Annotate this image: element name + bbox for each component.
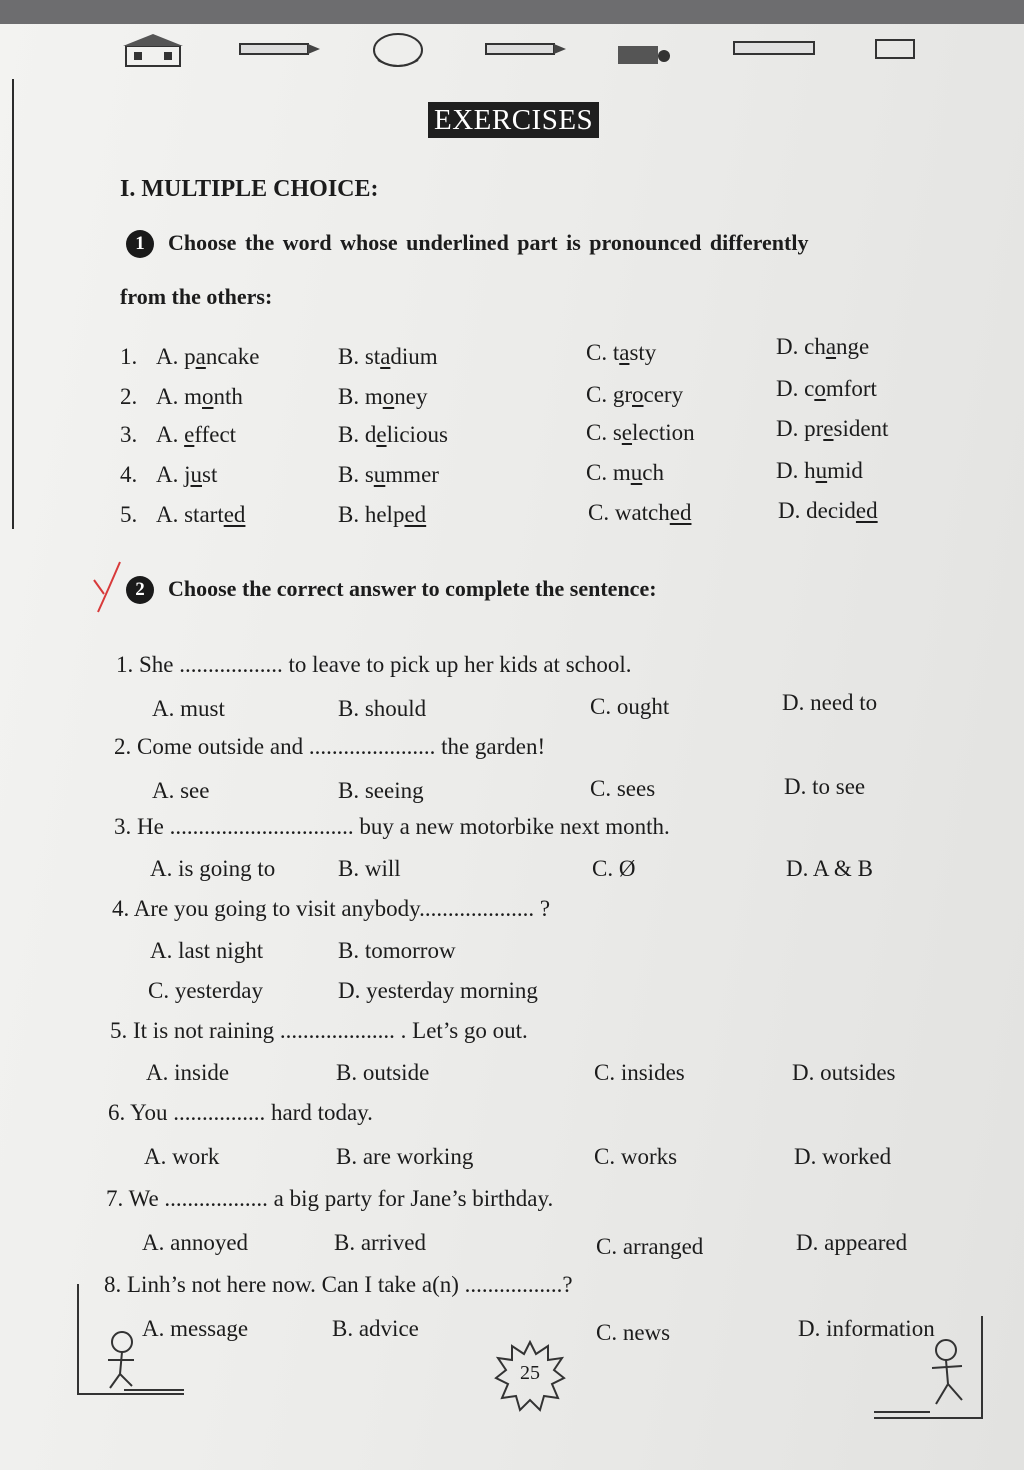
- ex1-option[interactable]: A. just: [156, 462, 218, 487]
- microscope-icon: [612, 32, 672, 72]
- ex1-option[interactable]: A. effect: [156, 422, 237, 447]
- exercise-2-number-icon: 2: [126, 576, 154, 604]
- ex1-option[interactable]: A. month: [156, 384, 243, 409]
- school-building-icon: [118, 32, 188, 72]
- ex1-option[interactable]: A. pancake: [156, 344, 260, 369]
- ex2-question: 7. We .................. a big party for Jane’s birthday.: [106, 1186, 554, 1211]
- ex2-option[interactable]: C. sees: [590, 776, 656, 801]
- ex1-option[interactable]: B. summer: [338, 462, 439, 487]
- ex2-option[interactable]: B. outside: [336, 1060, 430, 1085]
- ex2-option[interactable]: D. need to: [782, 690, 878, 715]
- exercises-banner: EXERCISES: [428, 102, 599, 138]
- page-number: 25: [520, 1362, 540, 1384]
- ex2-option[interactable]: A. annoyed: [142, 1230, 249, 1255]
- ex1-option[interactable]: B. stadium: [338, 344, 438, 369]
- globe-icon: [368, 32, 428, 76]
- cartoon-kid-left-icon: [74, 1280, 188, 1400]
- ex2-option[interactable]: D. appeared: [796, 1230, 908, 1255]
- ex2-option[interactable]: C. news: [596, 1320, 671, 1345]
- ex1-item-number: 4.: [120, 462, 138, 487]
- ex2-option[interactable]: B. seeing: [338, 778, 424, 803]
- ex1-option[interactable]: B. money: [338, 384, 428, 409]
- worksheet-page: [0, 24, 1024, 1470]
- ex1-option[interactable]: C. grocery: [586, 382, 684, 407]
- ex2-option[interactable]: D. worked: [794, 1144, 892, 1169]
- ex2-option[interactable]: C. Ø: [592, 856, 636, 881]
- ex2-option[interactable]: B. tomorrow: [338, 938, 456, 963]
- ex1-item-number: 1.: [120, 344, 138, 369]
- exercise-1-instruction-line2: from the others:: [120, 284, 273, 309]
- section-title: I. MULTIPLE CHOICE:: [120, 176, 379, 202]
- ruler-icon: [730, 32, 820, 66]
- ex1-option[interactable]: D. change: [776, 334, 870, 359]
- ex2-option[interactable]: B. should: [338, 696, 427, 721]
- ex2-option[interactable]: D. outsides: [792, 1060, 896, 1085]
- ex1-item-number: 3.: [120, 422, 138, 447]
- pencil-icon: [238, 32, 324, 66]
- ex1-option[interactable]: C. watched: [588, 500, 692, 525]
- page-number-badge: [494, 1340, 566, 1412]
- ex2-option[interactable]: A. must: [152, 696, 225, 721]
- ex2-question: 4. Are you going to visit anybody.................... ?: [112, 896, 551, 921]
- left-margin-rule: [0, 79, 14, 529]
- exercise-1-instruction-line1: Choose the word whose underlined part is pronounced differently: [168, 230, 809, 255]
- exercise-1-heading: [126, 230, 936, 258]
- ex1-option[interactable]: D. comfort: [776, 376, 877, 401]
- ex2-option[interactable]: B. will: [338, 856, 401, 881]
- ex2-option[interactable]: D. to see: [784, 774, 866, 799]
- cartoon-kid-right-icon: [870, 1314, 988, 1426]
- ex1-option[interactable]: C. tasty: [586, 340, 657, 365]
- ex1-option[interactable]: A. started: [156, 502, 246, 527]
- ex2-option[interactable]: A. see: [152, 778, 210, 803]
- exercise-2-heading: [126, 576, 657, 604]
- ex1-item-number: 5.: [120, 502, 138, 527]
- ex2-question: 5. It is not raining .................... . Let’s go out.: [110, 1018, 528, 1043]
- ex2-option[interactable]: C. ought: [590, 694, 670, 719]
- ex2-option[interactable]: D. information: [798, 1316, 935, 1341]
- ex2-question: 6. You ................ hard today.: [108, 1100, 373, 1125]
- ex2-option[interactable]: A. is going to: [150, 856, 276, 881]
- ex1-option[interactable]: D. president: [776, 416, 889, 441]
- ex1-item-number: 2.: [120, 384, 138, 409]
- ex2-option[interactable]: B. advice: [332, 1316, 419, 1341]
- ex1-option[interactable]: D. humid: [776, 458, 863, 483]
- ex2-option[interactable]: B. arrived: [334, 1230, 426, 1255]
- ex2-option[interactable]: C. works: [594, 1144, 678, 1169]
- ex2-question: 8. Linh’s not here now. Can I take a(n) .................?: [104, 1272, 573, 1297]
- ex2-question: 2. Come outside and ...................... the garden!: [114, 734, 546, 759]
- ex2-option[interactable]: C. insides: [594, 1060, 685, 1085]
- ex2-option[interactable]: B. are working: [336, 1144, 474, 1169]
- exercise-2-instruction: Choose the correct answer to complete the sentence:: [168, 576, 657, 601]
- ex2-option[interactable]: D. A & B: [786, 856, 873, 881]
- ex2-option[interactable]: A. last night: [150, 938, 264, 963]
- exercise-1-number-icon: 1: [126, 230, 154, 258]
- ex1-option[interactable]: C. selection: [586, 420, 695, 445]
- ex2-question: 1. She .................. to leave to pick up her kids at school.: [116, 652, 632, 677]
- ex2-option[interactable]: C. arranged: [596, 1234, 704, 1259]
- ex2-option[interactable]: A. message: [142, 1316, 249, 1341]
- ex2-option[interactable]: C. yesterday: [148, 978, 263, 1003]
- ex2-question: 3. He ................................ buy a new motorbike next month.: [114, 814, 670, 839]
- ex1-option[interactable]: B. delicious: [338, 422, 448, 447]
- ex1-option[interactable]: D. decided: [778, 498, 878, 523]
- ex2-option[interactable]: D. yesterday morning: [338, 978, 538, 1003]
- ex2-option[interactable]: A. work: [144, 1144, 220, 1169]
- ex2-option[interactable]: A. inside: [146, 1060, 230, 1085]
- ex1-option[interactable]: C. much: [586, 460, 664, 485]
- ex1-option[interactable]: B. helped: [338, 502, 427, 527]
- book-icon: [872, 32, 922, 66]
- pencil-icon-2: [484, 32, 570, 66]
